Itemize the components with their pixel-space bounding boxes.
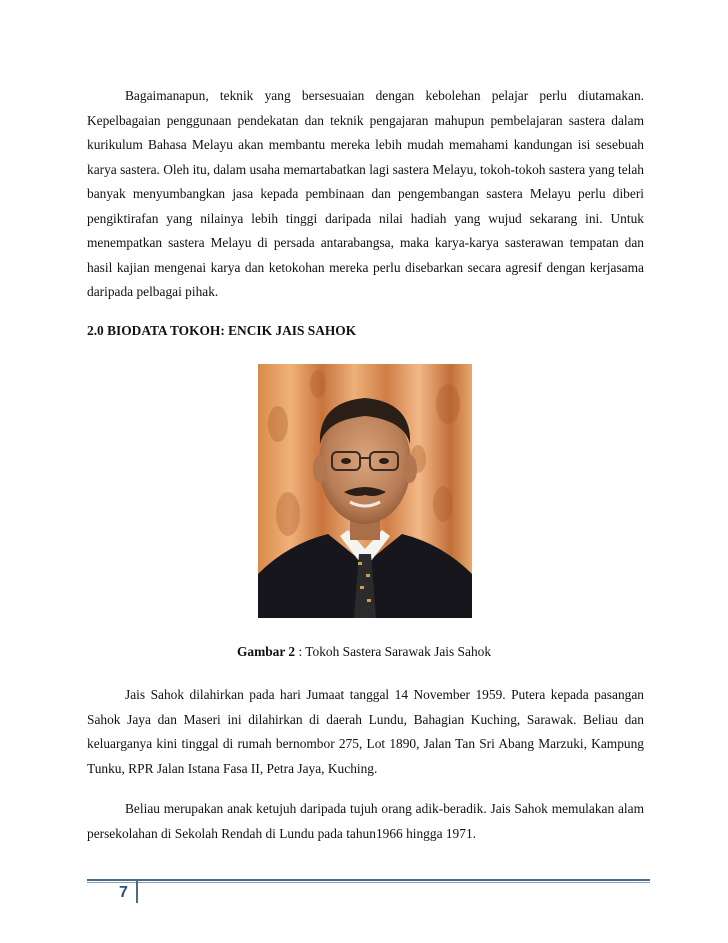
section-heading: 2.0 BIODATA TOKOH: ENCIK JAIS SAHOK	[87, 323, 357, 338]
caption-label: Gambar 2	[236, 644, 296, 659]
figure-caption	[0, 644, 728, 660]
paragraph-intro: Bagaimanapun, teknik yang bersesuaian dengan kebolehan pelajar perlu diutamakan. Kepelbagaian penggunaan pendekatan dan teknik pengajaran mahupun pembelajaran sastera dalam kurikulum Bahasa Melayu akan membantu mereka lebih mudah memahami kandungan isi sesebuah karya sastera. Oleh itu, dalam usaha memartabatkan lagi sastera Melayu, tokoh-tokoh sastera yang telah banyak menyumbangkan jasa kepada pembinaan dan pengembangan sastera Melayu perlu diberi pengiktirafan yang nilainya lebih tinggi daripada nilai hadiah yang wujud sekarang ini. Untuk menempatkan sastera Melayu di persada antarabangsa, maka karya-karya sasterawan tempatan dan hasil kajian mengenai karya dan ketokohan mereka perlu disebarkan secara agresif dengan kerjasama daripada pelbagai pihak.	[87, 88, 644, 299]
paragraph-birth: Jais Sahok dilahirkan pada hari Jumaat tanggal 14 November 1959. Putera kepada pasangan Sahok Jaya dan Maseri ini dilahirkan di daerah Lundu, Bahagian Kuching, Sarawak. Beliau dan keluarganya kini tinggal di rumah bernombor 275, Lot 1890, Jalan Tan Sri Abang Marzuki, Kampung Tunku, RPR Jalan Istana Fasa II, Petra Jaya, Kuching.	[87, 687, 644, 776]
page-number-divider	[136, 881, 138, 903]
portrait-photo	[258, 364, 472, 618]
caption-text: : Tokoh Sastera Sarawak Jais Sahok	[295, 644, 492, 659]
page-number: 7	[119, 884, 128, 901]
footer-rule-thin	[87, 882, 650, 883]
paragraph-siblings: Beliau merupakan anak ketujuh daripada tujuh orang adik-beradik. Jais Sahok memulakan alam persekolahan di Sekolah Rendah di Lundu pada tahun1966 hingga 1971.	[87, 801, 644, 841]
footer-rule	[87, 879, 650, 881]
